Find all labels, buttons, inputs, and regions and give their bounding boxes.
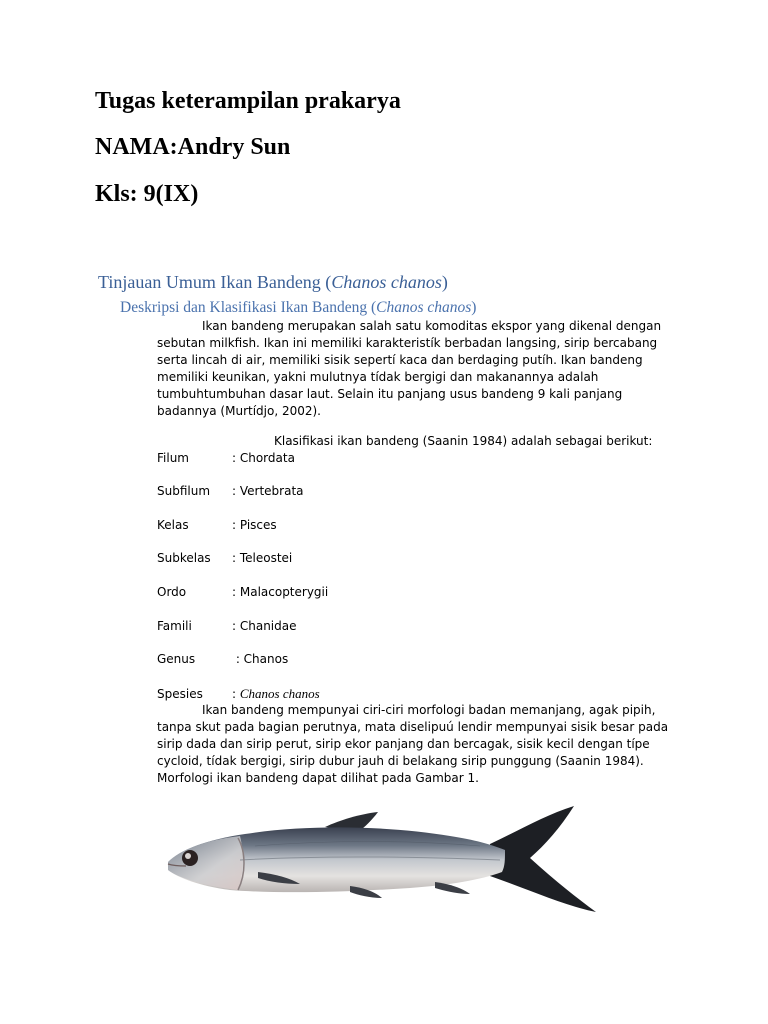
classification-row-subfilum — [157, 483, 304, 500]
section-heading-text: Tinjauan Umum Ikan Bandeng ( — [98, 272, 332, 292]
paragraph-line: tanpa skut pada bagian perutnya, mata diselipuú lendir mempunyai sisik besar pada — [157, 720, 669, 734]
classification-key: Spesies — [157, 687, 203, 701]
classification-value: : Chordata — [232, 451, 295, 465]
paragraph-line: Ikan bandeng mempunyai ciri-ciri morfologi badan memanjang, agak pipih, — [202, 703, 656, 717]
paragraph-line: sirip dada dan sirip perut, sirip ekor panjang dan bercagak, sisik kecil dengan típe — [157, 737, 650, 751]
paragraph-line: memiliki keunikan, yakni mulutnya tídak bergigi dan makanannya adalah — [157, 370, 599, 384]
classification-value: : Pisces — [232, 518, 277, 532]
student-name: NAMA:Andry Sun — [95, 134, 291, 160]
classification-value: : Chanos — [232, 652, 289, 666]
paragraph-line: tumbuhtumbuhan dasar laut. Selain itu panjang usus bandeng 9 kali panjang — [157, 387, 623, 401]
paragraph-line: sebutan milkfish. Ikan ini memiliki karakteristík berbadan langsing, sirip bercabang — [157, 336, 658, 350]
classification-row-filum — [157, 450, 295, 467]
classification-row-kelas — [157, 517, 277, 534]
classification-key: Filum — [157, 451, 189, 465]
paragraph-line: serta lincah di air, memiliki sisik sepertí kaca dan berdaging putíh. Ikan bandeng — [157, 353, 643, 367]
classification-intro: Klasifikasi ikan bandeng (Saanin 1984) adalah sebagai berikut: — [274, 434, 653, 448]
classification-row-ordo — [157, 584, 328, 601]
classification-key: Subkelas — [157, 551, 211, 565]
classification-key: Kelas — [157, 518, 189, 532]
milkfish-image — [160, 800, 605, 915]
morphology-paragraph — [157, 702, 669, 787]
subsection-heading-close: ) — [471, 299, 477, 316]
section-heading-close: ) — [441, 272, 448, 292]
paragraph-line: cycloid, tídak bergigi, sirip dubur jauh di belakang sirip punggung (Saanin 1984). — [157, 754, 644, 768]
classification-key: Genus — [157, 652, 196, 666]
paragraph-line: badannya (Murtídjo, 2002). — [157, 404, 321, 418]
classification-value: : — [232, 687, 240, 701]
subsection-heading-text: Deskripsi dan Klasifikasi Ikan Bandeng ( — [120, 299, 377, 316]
classification-value: : Vertebrata — [232, 484, 304, 498]
description-paragraph — [157, 318, 662, 420]
classification-key: Subfilum — [157, 484, 211, 498]
classification-value: : Chanidae — [232, 619, 297, 633]
species-italic: Chanos chanos — [239, 686, 320, 701]
classification-row-subkelas — [157, 550, 292, 567]
document-title: Tugas keterampilan prakarya — [95, 88, 401, 114]
section-heading — [98, 272, 448, 293]
classification-row-famili — [157, 618, 297, 635]
classification-key: Ordo — [157, 585, 187, 599]
classification-row-spesies — [157, 685, 320, 703]
classification-row-genus — [157, 651, 288, 668]
paragraph-line: Ikan bandeng merupakan salah satu komoditas ekspor yang dikenal dengan — [202, 319, 662, 333]
student-class: Kls: 9(IX) — [95, 181, 199, 207]
subsection-heading — [120, 299, 476, 317]
classification-key: Famili — [157, 619, 192, 633]
classification-value: : Malacopterygii — [232, 585, 329, 599]
classification-value: : Teleostei — [232, 551, 293, 565]
subsection-heading-italic: Chanos chanos — [376, 299, 472, 316]
section-heading-italic: Chanos chanos — [331, 272, 442, 292]
paragraph-line: Morfologi ikan bandeng dapat dilihat pada Gambar 1. — [157, 771, 479, 785]
